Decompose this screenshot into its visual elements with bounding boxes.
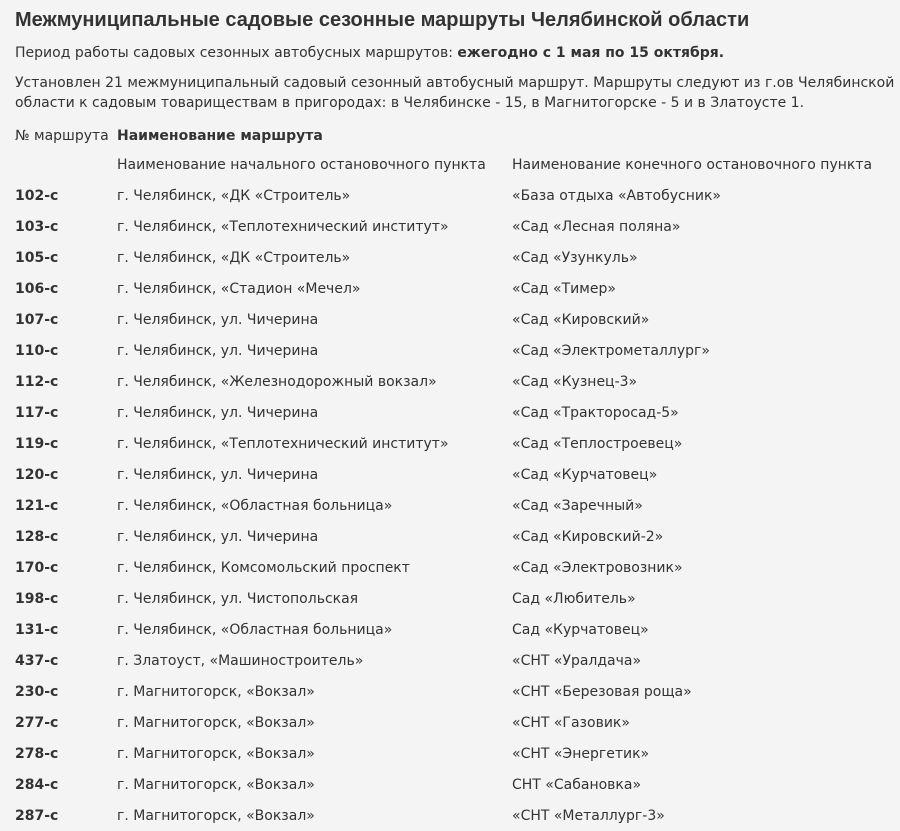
table-row xyxy=(15,583,892,614)
route-start: г. Челябинск, «Областная больница» xyxy=(117,621,393,638)
table-row xyxy=(15,335,892,366)
col-number-header: № маршрута xyxy=(15,127,109,144)
route-start: г. Челябинск, ул. Чичерина xyxy=(117,466,319,483)
table-row xyxy=(15,211,892,242)
table-row xyxy=(15,552,892,583)
route-end: «База отдыха «Автобусник» xyxy=(512,187,721,204)
route-number: 277-с xyxy=(15,714,59,731)
route-start: г. Магнитогорск, «Вокзал» xyxy=(117,745,315,762)
table-row xyxy=(15,242,892,273)
table-row xyxy=(15,614,892,645)
route-end: «СНТ «Энергетик» xyxy=(512,745,650,762)
table-row xyxy=(15,490,892,521)
route-number: 119-с xyxy=(15,435,59,452)
route-end: Сад «Любитель» xyxy=(512,590,636,607)
route-number: 437-с xyxy=(15,652,59,669)
table-row xyxy=(15,521,892,552)
route-end: «Сад «Лесная поляна» xyxy=(512,218,681,235)
route-end: «Сад «Кировский-2» xyxy=(512,528,664,545)
period-paragraph xyxy=(15,43,900,63)
subheader-spacer xyxy=(15,150,117,180)
route-start: г. Златоуст, «Машиностроитель» xyxy=(117,652,364,669)
route-end: «Сад «Узункуль» xyxy=(512,249,638,266)
route-start: г. Челябинск, «Теплотехнический институт» xyxy=(117,218,449,235)
route-start: г. Челябинск, «Областная больница» xyxy=(117,497,393,514)
table-row xyxy=(15,738,892,769)
period-label: Период работы садовых сезонных автобусных маршрутов: xyxy=(15,45,453,61)
table-subheader-row xyxy=(15,150,892,180)
route-number: 198-с xyxy=(15,590,59,607)
route-number: 105-с xyxy=(15,249,59,266)
route-number: 110-с xyxy=(15,342,59,359)
route-start: г. Челябинск, «Стадион «Мечел» xyxy=(117,280,361,297)
route-end: «СНТ «Уралдача» xyxy=(512,652,642,669)
route-number: 102-с xyxy=(15,187,59,204)
route-start: г. Челябинск, «Теплотехнический институт» xyxy=(117,435,449,452)
route-number: 278-с xyxy=(15,745,59,762)
route-start: г. Магнитогорск, «Вокзал» xyxy=(117,714,315,731)
route-end: Сад «Курчатовец» xyxy=(512,621,649,638)
route-start: г. Челябинск, ул. Чичерина xyxy=(117,342,319,359)
route-number: 128-с xyxy=(15,528,59,545)
route-start: г. Челябинск, ул. Чичерина xyxy=(117,311,319,328)
table-row xyxy=(15,273,892,304)
col-start-header: Наименование начального остановочного пункта xyxy=(117,157,486,173)
route-end: «СНТ «Газовик» xyxy=(512,714,630,731)
table-row xyxy=(15,397,892,428)
route-number: 284-с xyxy=(15,776,59,793)
route-number: 287-с xyxy=(15,807,59,824)
intro-paragraph: Установлен 21 межмуниципальный садовый сезонный автобусный маршрут. Маршруты следуют из г.ов Челябинской области к садовым товариществам в пригородах: в Челябинске - 15, в Магнитогорске - 5 и в Златоусте 1. xyxy=(15,75,895,111)
period-value: ежегодно с 1 мая по 15 октября. xyxy=(457,45,725,61)
route-number: 112-с xyxy=(15,373,59,390)
routes-table xyxy=(15,121,892,831)
table-row xyxy=(15,707,892,738)
route-end: «СНТ «Березовая роща» xyxy=(512,683,692,700)
route-number: 120-с xyxy=(15,466,59,483)
route-number: 121-с xyxy=(15,497,59,514)
route-start: г. Магнитогорск, «Вокзал» xyxy=(117,807,315,824)
table-row xyxy=(15,676,892,707)
route-end: СНТ «Сабановка» xyxy=(512,776,642,793)
route-end: «Сад «Электровозник» xyxy=(512,559,683,576)
route-number: 170-с xyxy=(15,559,59,576)
table-row xyxy=(15,428,892,459)
route-start: г. Челябинск, ул. Чистопольская xyxy=(117,590,359,607)
col-end-header: Наименование конечного остановочного пункта xyxy=(512,157,873,173)
route-number: 103-с xyxy=(15,218,59,235)
route-end: «Сад «Тимер» xyxy=(512,280,616,297)
table-row xyxy=(15,459,892,490)
table-row xyxy=(15,366,892,397)
route-end: «СНТ «Металлург-3» xyxy=(512,807,665,824)
table-row xyxy=(15,769,892,800)
route-number: 106-с xyxy=(15,280,59,297)
route-end: «Сад «Курчатовец» xyxy=(512,466,658,483)
route-end: «Сад «Заречный» xyxy=(512,497,643,514)
route-start: г. Челябинск, Комсомольский проспект xyxy=(117,559,410,576)
route-number: 117-с xyxy=(15,404,59,421)
route-start: г. Челябинск, «ДК «Строитель» xyxy=(117,249,351,266)
table-row xyxy=(15,180,892,211)
route-start: г. Челябинск, ул. Чичерина xyxy=(117,528,319,545)
route-number: 230-с xyxy=(15,683,59,700)
route-number: 107-с xyxy=(15,311,59,328)
table-row xyxy=(15,800,892,831)
table-row xyxy=(15,645,892,676)
page-title: Межмуниципальные садовые сезонные маршруты Челябинской области xyxy=(15,9,750,31)
route-end: «Сад «Кировский» xyxy=(512,311,650,328)
col-name-header: Наименование маршрута xyxy=(117,127,323,144)
route-end: «Сад «Тракторосад-5» xyxy=(512,404,679,421)
route-end: «Сад «Электрометаллург» xyxy=(512,342,710,359)
route-start: г. Магнитогорск, «Вокзал» xyxy=(117,776,315,793)
route-start: г. Магнитогорск, «Вокзал» xyxy=(117,683,315,700)
route-start: г. Челябинск, «ДК «Строитель» xyxy=(117,187,351,204)
route-start: г. Челябинск, ул. Чичерина xyxy=(117,404,319,421)
route-start: г. Челябинск, «Железнодорожный вокзал» xyxy=(117,373,437,390)
route-end: «Сад «Кузнец-3» xyxy=(512,373,638,390)
table-row xyxy=(15,304,892,335)
route-number: 131-с xyxy=(15,621,59,638)
table-header-row xyxy=(15,121,892,150)
route-end: «Сад «Теплостроевец» xyxy=(512,435,683,452)
